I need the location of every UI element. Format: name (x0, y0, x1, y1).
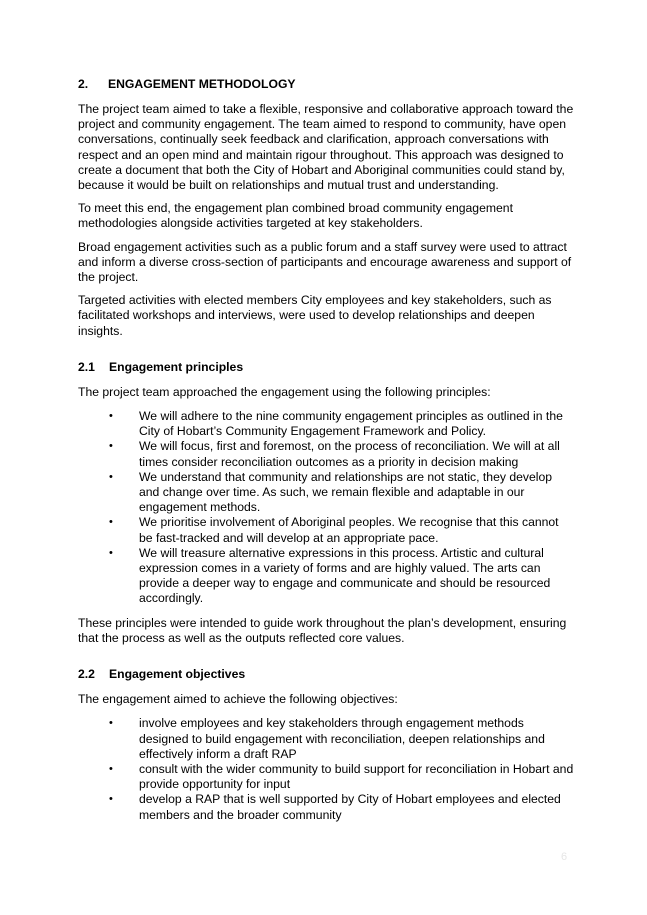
section-heading-engagement-methodology (78, 77, 574, 92)
list-item (78, 470, 574, 516)
section-title: Engagement objectives (109, 667, 246, 682)
bullet-icon: • (109, 410, 113, 423)
principles-intro: The project team approached the engagement using the following principles: (78, 384, 491, 399)
principles-closing: These principles were intended to guide work throughout the plan’s development, ensuring that the process as well as the outputs reflected core values. (78, 615, 567, 645)
document-page (78, 77, 574, 823)
list-item (78, 762, 574, 792)
section-title: Engagement principles (109, 359, 244, 374)
list-item-text: consult with the wider community to build support for reconciliation in Hobart and provide opportunity for input (139, 761, 574, 792)
list-item-text: We prioritise involvement of Aboriginal peoples. We recognise that this cannot be fast-tracked and will develop at an appropriate pace. (139, 515, 559, 545)
bullet-icon: • (109, 470, 113, 483)
list-item-text: We will treasure alternative expressions in this process. Artistic and cultural expression comes in a variety of forms and are highly valued. The arts can provide a deeper way to engage and communicate and should be resourced accordingly. (139, 545, 551, 606)
section-heading-engagement-principles (78, 360, 574, 375)
list-item (78, 546, 574, 607)
list-item-text: involve employees and key stakeholders through engagement methods designed to build engagement with reconciliation, deepen relationships and effectively inform a draft RAP (139, 716, 545, 761)
list-item-text: We understand that community and relationships are not static, they develop and change over time. As such, we remain flexible and adaptable in our engagement methods. (139, 469, 553, 515)
page-number: 6 (561, 851, 568, 863)
list-item-text: We will adhere to the nine community engagement principles as outlined in the City of Hobart’s Community Engagement Framework and Policy. (139, 409, 563, 439)
objectives-intro: The engagement aimed to achieve the following objectives: (78, 692, 398, 707)
section-number: 2.2 (78, 667, 95, 682)
list-item (78, 409, 574, 439)
bullet-icon: • (109, 516, 113, 529)
list-item (78, 439, 574, 469)
section-number: 2. (78, 77, 89, 91)
section-title: ENGAGEMENT METHODOLOGY (108, 77, 296, 91)
paragraph-approach: The project team aimed to take a flexible, responsive and collaborative approach toward the project and community engagement. The team aimed to respond to community, have open conversations, continually seek feedback and clarification, approach conversations with respect and an open mind and maintain rigour throughout. This approach was designed to create a document that both the City of Hobart and Aboriginal communities could stand by, because it would be built on relationships and mutual trust and understanding. (78, 102, 574, 193)
paragraph-engagement-plan: To meet this end, the engagement plan combined broad community engagement methodologies alongside activities targeted at key stakeholders. (78, 201, 513, 231)
bullet-icon: • (109, 546, 113, 559)
bullet-icon: • (109, 717, 113, 730)
bullet-icon: • (109, 762, 113, 775)
bullet-icon: • (109, 793, 113, 806)
paragraph-broad-activities: Broad engagement activities such as a public forum and a staff survey were used to attract and inform a diverse cross-section of participants and encourage awareness and support of the project. (78, 239, 572, 285)
objectives-list (78, 716, 574, 822)
list-item (78, 716, 574, 762)
list-item-text: develop a RAP that is well supported by City of Hobart employees and elected members and the broader community (139, 792, 561, 822)
paragraph-targeted-activities: Targeted activities with elected members City employees and key stakeholders, such as facilitated workshops and interviews, were used to develop relationships and deepen insights. (78, 293, 552, 338)
principles-list (78, 409, 574, 607)
section-heading-engagement-objectives (78, 667, 574, 682)
list-item (78, 792, 574, 822)
list-item-text: We will focus, first and foremost, on the process of reconciliation. We will at all times consider reconciliation outcomes as a priority in decision making (139, 439, 560, 469)
list-item (78, 515, 574, 545)
bullet-icon: • (109, 440, 113, 453)
section-number: 2.1 (78, 359, 95, 374)
